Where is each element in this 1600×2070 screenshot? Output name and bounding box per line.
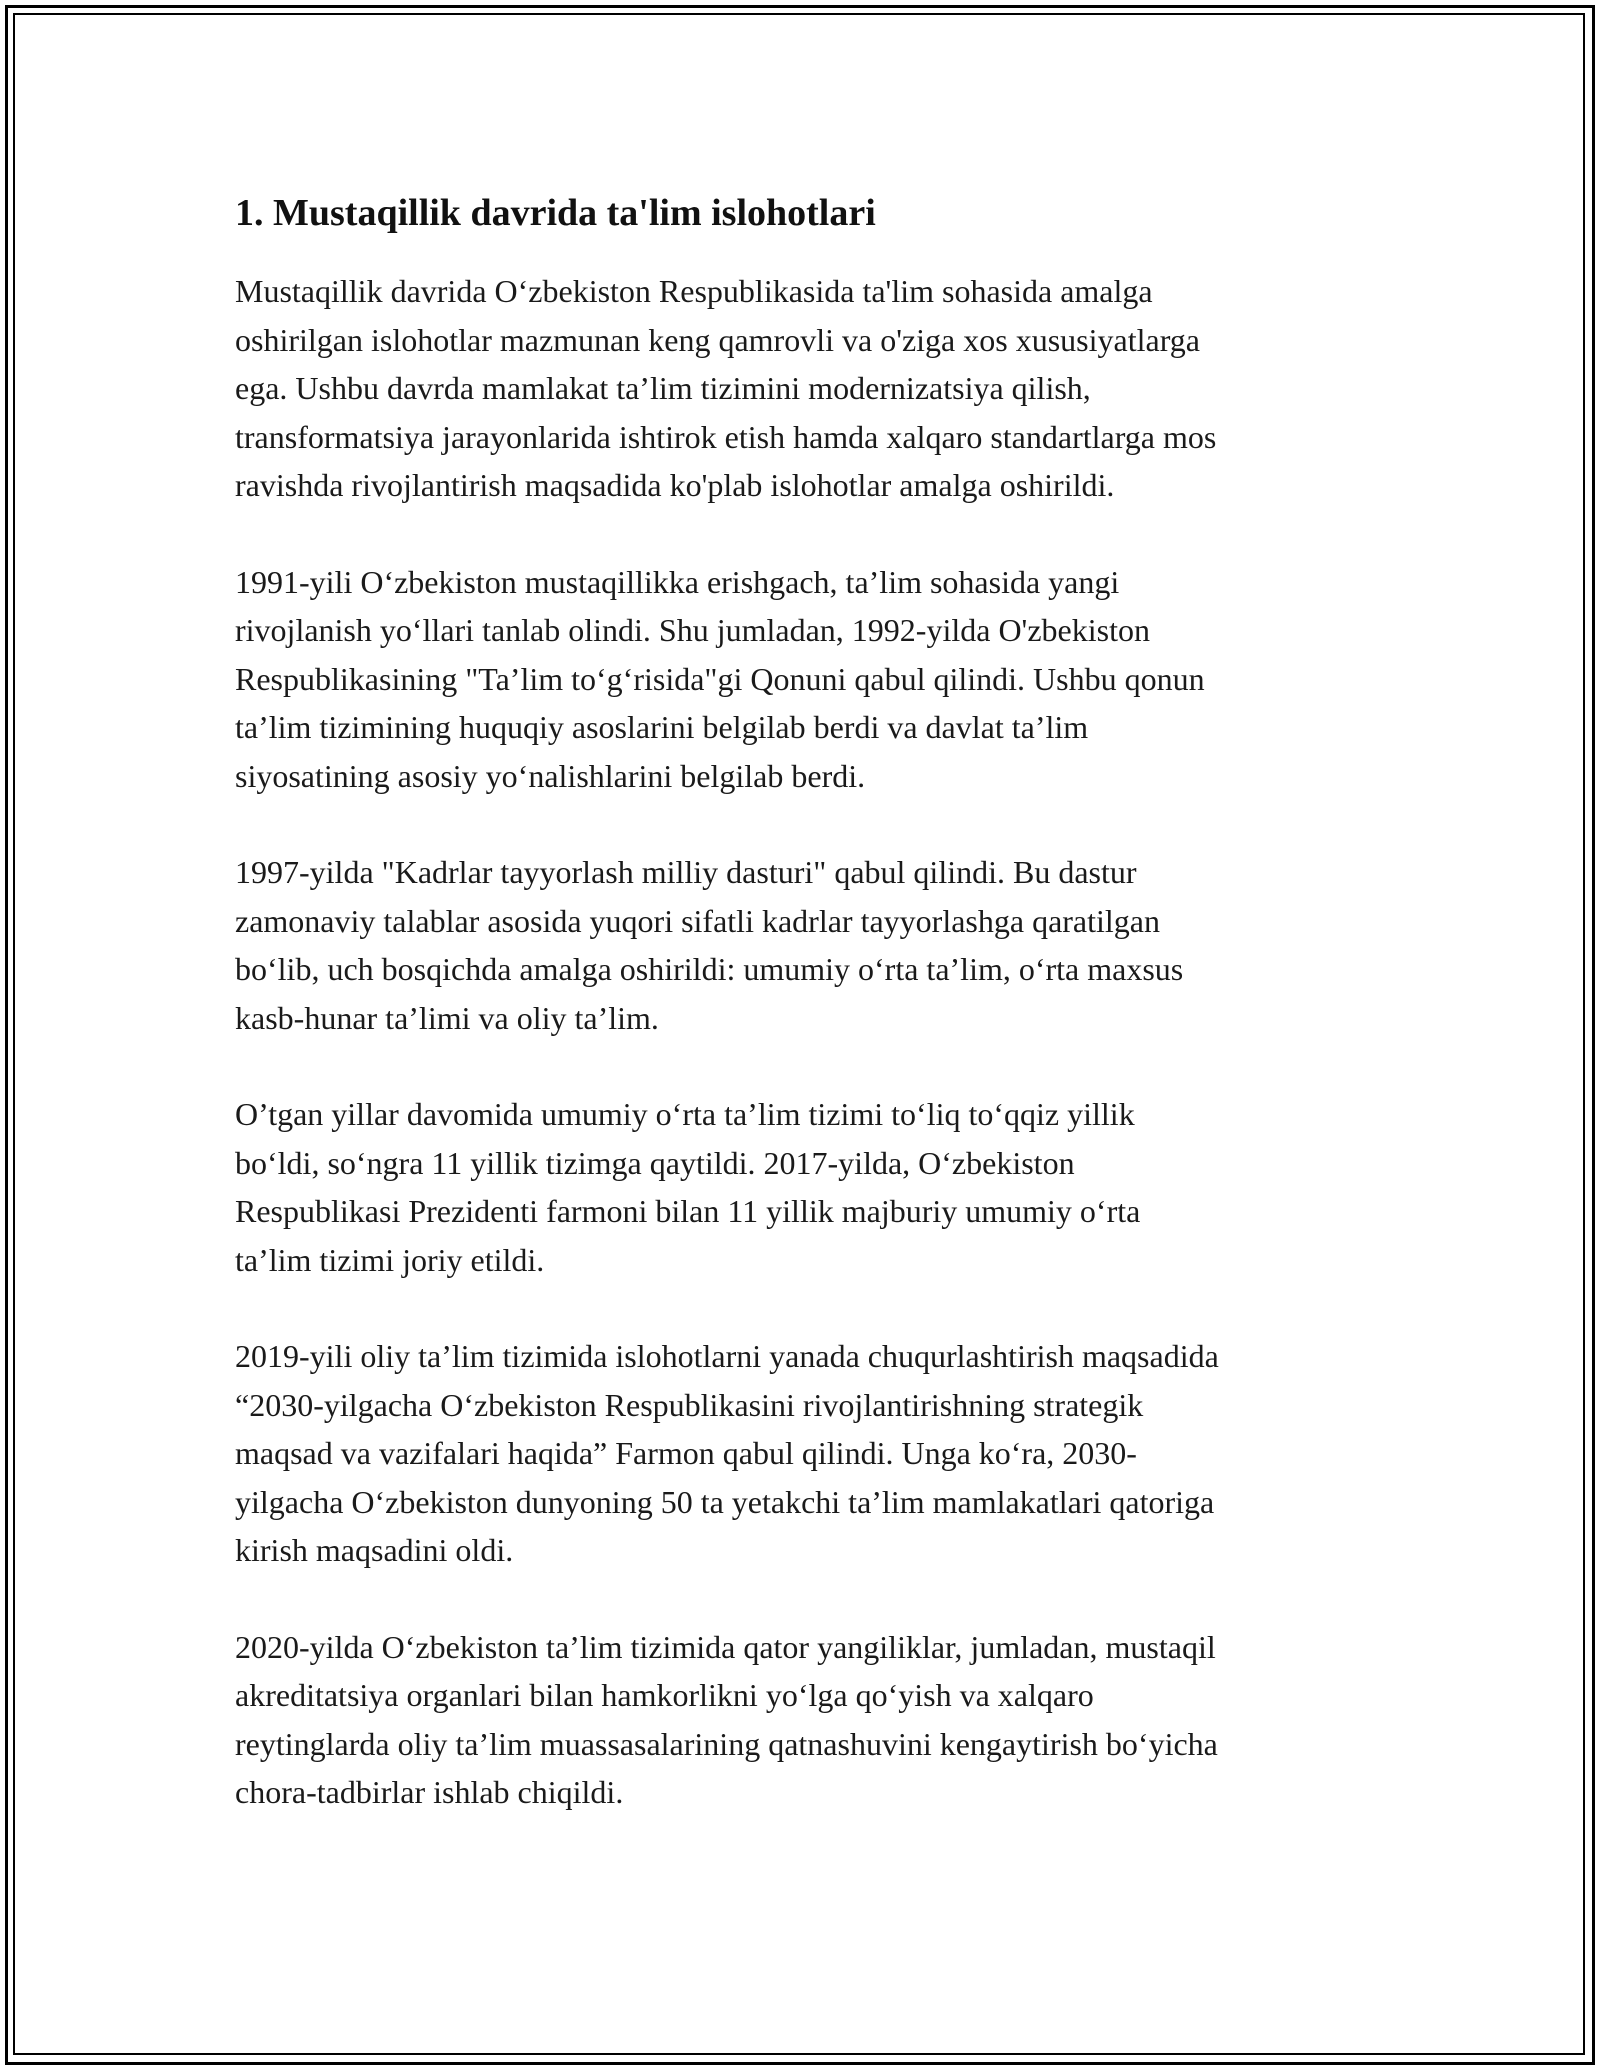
text-line: transformatsiya jarayonlarida ishtirok etish hamda xalqaro standartlarga mos bbox=[235, 418, 1217, 455]
text-line: Respublikasining "Ta’lim to‘g‘risida"gi Qonuni qabul qilindi. Ushbu qonun bbox=[235, 660, 1205, 697]
text-line: Mustaqillik davrida O‘zbekiston Respublikasida ta'lim sohasida amalga bbox=[235, 273, 1153, 309]
text-line: ta’lim tizimining huquqiy asoslarini belgilab berdi va davlat ta’lim bbox=[235, 709, 1089, 745]
text-line: 2020-yilda O‘zbekiston ta’lim tizimida qator yangiliklar, jumladan, mustaqil bbox=[235, 1628, 1216, 1665]
text-line: chora-tadbirlar ishlab chiqildi. bbox=[235, 1774, 624, 1810]
text-line: 1997-yilda "Kadrlar tayyorlash milliy dasturi" qabul qilindi. Bu dastur bbox=[235, 854, 1137, 890]
text-line: “2030-yilgacha O‘zbekiston Respublikasini rivojlantirishning strategik bbox=[235, 1386, 1144, 1423]
text-line: kasb-hunar ta’limi va oliy ta’lim. bbox=[235, 999, 659, 1036]
document-body bbox=[235, 185, 1415, 1865]
text-line: yilgacha O‘zbekiston dunyoning 50 ta yetakchi ta’lim mamlakatlari qatoriga bbox=[235, 1483, 1215, 1520]
text-line: oshirilgan islohotlar mazmunan keng qamrovli va o'ziga xos xususiyatlarga bbox=[235, 321, 1200, 358]
body-paragraph bbox=[235, 558, 1415, 801]
section-heading: 1. Mustaqillik davrida ta'lim islohotlari bbox=[235, 192, 876, 234]
body-paragraph bbox=[235, 848, 1415, 1042]
text-line: ravishda rivojlantirish maqsadida ko'plab islohotlar amalga oshirildi. bbox=[235, 467, 1115, 503]
body-paragraph bbox=[235, 1090, 1415, 1284]
paragraph-list bbox=[235, 267, 1415, 1817]
body-paragraph bbox=[235, 267, 1415, 510]
text-line: ega. Ushbu davrda mamlakat ta’lim tizimini modernizatsiya qilish, bbox=[235, 370, 1091, 406]
body-paragraph bbox=[235, 1623, 1415, 1817]
body-paragraph bbox=[235, 1332, 1415, 1575]
text-line: bo‘ldi, so‘ngra 11 yillik tizimga qaytildi. 2017-yilda, O‘zbekiston bbox=[235, 1144, 1075, 1181]
text-line: 1991-yili O‘zbekiston mustaqillikka erishgach, ta’lim sohasida yangi bbox=[235, 563, 1120, 600]
text-line: maqsad va vazifalari haqida” Farmon qabul qilindi. Unga ko‘ra, 2030- bbox=[235, 1435, 1137, 1471]
text-line: 2019-yili oliy ta’lim tizimida islohotlarni yanada chuqurlashtirish maqsadida bbox=[235, 1338, 1219, 1374]
text-line: O’tgan yillar davomida umumiy o‘rta ta’lim tizimi to‘liq to‘qqiz yillik bbox=[235, 1096, 1135, 1132]
text-line: kirish maqsadini oldi. bbox=[235, 1532, 514, 1568]
text-line: akreditatsiya organlari bilan hamkorlikni yo‘lga qo‘yish va xalqaro bbox=[235, 1677, 1094, 1713]
text-line: siyosatining asosiy yo‘nalishlarini belgilab berdi. bbox=[235, 757, 866, 794]
text-line: ta’lim tizimi joriy etildi. bbox=[235, 1241, 545, 1278]
text-line: zamonaviy talablar asosida yuqori sifatli kadrlar tayyorlashga qaratilgan bbox=[235, 902, 1160, 939]
text-line: bo‘lib, uch bosqichda amalga oshirildi: umumiy o‘rta ta’lim, o‘rta maxsus bbox=[235, 951, 1184, 987]
text-line: reytinglarda oliy ta’lim muassasalarining qatnashuvini kengaytirish bo‘yicha bbox=[235, 1725, 1218, 1762]
text-line: rivojlanish yo‘llari tanlab olindi. Shu jumladan, 1992-yilda O'zbekiston bbox=[235, 612, 1150, 648]
text-line: Respublikasi Prezidenti farmoni bilan 11 yillik majburiy umumiy o‘rta bbox=[235, 1193, 1141, 1229]
